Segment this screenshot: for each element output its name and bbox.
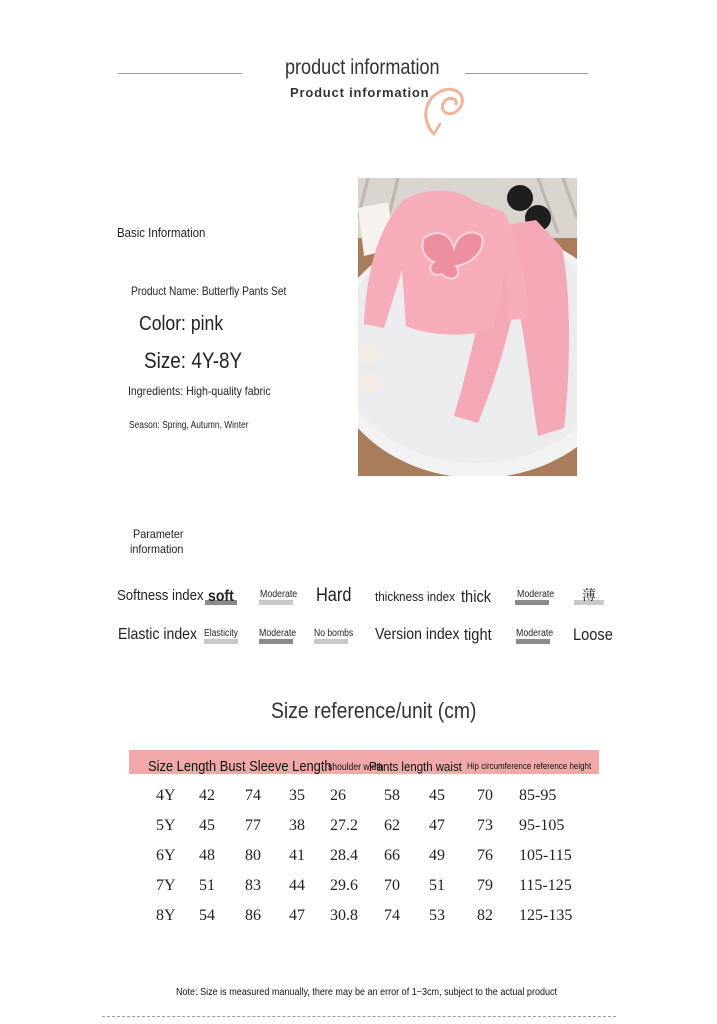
version-option-moderate: Moderate	[516, 628, 554, 639]
size-cell: 80	[245, 847, 261, 864]
size-cell: 74	[245, 787, 261, 804]
size-cell: 70	[384, 877, 400, 894]
basic-info-heading: Basic Information	[117, 225, 206, 240]
size-cell: 95-105	[519, 817, 565, 834]
size-cell: 66	[384, 847, 400, 864]
size-cell: 58	[384, 787, 400, 804]
size-cell: 83	[245, 877, 261, 894]
product-name: Product Name: Butterfly Pants Set	[131, 284, 287, 298]
softness-option-moderate: Moderate	[260, 589, 298, 600]
size-cell: 53	[429, 907, 445, 924]
size-cell: 73	[477, 817, 493, 834]
softness-moderate-underline	[259, 600, 293, 605]
size-note: Note: Size is measured manually, there may be an error of 1~3cm, subject to the actual product	[176, 986, 558, 998]
elastic-option-moderate: Moderate	[259, 628, 297, 639]
size-cell: 47	[429, 817, 445, 834]
thickness-option-thin: 薄	[582, 588, 596, 604]
product-size: Size: 4Y-8Y	[144, 348, 243, 373]
size-cell: 51	[199, 877, 215, 894]
footer-dashed-divider	[102, 1016, 616, 1017]
thickness-selected-indicator	[515, 600, 549, 605]
product-ingredients: Ingredients: High-quality fabric	[128, 384, 271, 398]
size-cell: 35	[289, 787, 305, 804]
swirl-decoration-icon	[418, 76, 474, 138]
size-cell: 105-115	[519, 847, 572, 864]
size-row-label: 6Y	[156, 847, 176, 864]
size-cell: 45	[199, 817, 215, 834]
size-header-main: Size Length Bust Sleeve Length	[148, 758, 332, 775]
elastic-option-no-bombs: No bombs	[314, 628, 354, 639]
size-cell: 79	[477, 877, 493, 894]
thickness-index-label: thickness index	[375, 589, 456, 604]
softness-option-soft: soft	[208, 588, 234, 605]
elastic-option-elasticity: Elasticity	[204, 628, 238, 639]
size-cell: 42	[199, 787, 215, 804]
size-header-shoulder: shoulder width	[328, 762, 384, 773]
size-header-pants: Pants length waist	[369, 759, 462, 774]
size-cell: 29.6	[330, 877, 358, 894]
size-cell: 82	[477, 907, 493, 924]
size-cell: 62	[384, 817, 400, 834]
elastic-index-label: Elastic index	[118, 626, 198, 643]
version-option-tight: tight	[464, 625, 492, 644]
product-photo	[358, 178, 577, 476]
product-season: Season: Spring, Autumn, Winter	[129, 420, 249, 431]
version-index-label: Version index	[375, 626, 460, 643]
elastic-elasticity-underline	[204, 639, 238, 644]
elastic-selected-indicator	[259, 639, 293, 644]
size-cell: 51	[429, 877, 445, 894]
size-cell: 45	[429, 787, 445, 804]
softness-option-hard: Hard	[316, 585, 352, 606]
size-cell: 77	[245, 817, 261, 834]
size-cell: 30.8	[330, 907, 358, 924]
thickness-option-moderate: Moderate	[517, 589, 555, 600]
size-cell: 26	[330, 787, 346, 804]
page-subtitle: Product information	[290, 85, 430, 100]
elastic-nobombs-underline	[314, 639, 348, 644]
version-option-loose: Loose	[573, 625, 613, 644]
size-cell: 125-135	[519, 907, 573, 924]
size-cell: 44	[289, 877, 305, 894]
thickness-option-thick: thick	[461, 587, 492, 606]
size-cell: 70	[477, 787, 493, 804]
softness-index-label: Softness index	[117, 587, 204, 604]
size-cell: 48	[199, 847, 215, 864]
size-cell: 76	[477, 847, 493, 864]
product-color: Color: pink	[139, 313, 224, 335]
parameter-heading-line1: Parameter	[133, 527, 184, 541]
header-right-rule	[465, 73, 588, 74]
size-cell: 54	[199, 907, 215, 924]
size-cell: 85-95	[519, 787, 557, 804]
size-row-label: 4Y	[156, 787, 176, 804]
size-reference-title: Size reference/unit (cm)	[271, 698, 477, 723]
header-left-rule	[118, 73, 242, 74]
size-cell: 49	[429, 847, 445, 864]
size-cell: 74	[384, 907, 400, 924]
size-cell: 47	[289, 907, 305, 924]
size-row-label: 8Y	[156, 907, 176, 924]
page-title: product information	[285, 56, 440, 79]
size-cell: 28.4	[330, 847, 358, 864]
version-selected-indicator	[516, 639, 550, 644]
size-cell: 38	[289, 817, 305, 834]
size-cell: 115-125	[519, 877, 572, 894]
size-row-label: 5Y	[156, 817, 176, 834]
size-cell: 27.2	[330, 817, 358, 834]
size-cell: 41	[289, 847, 305, 864]
size-header-hip: Hip circumference reference height	[467, 761, 592, 772]
parameter-heading-line2: information	[130, 542, 184, 556]
size-cell: 86	[245, 907, 261, 924]
size-row-label: 7Y	[156, 877, 176, 894]
